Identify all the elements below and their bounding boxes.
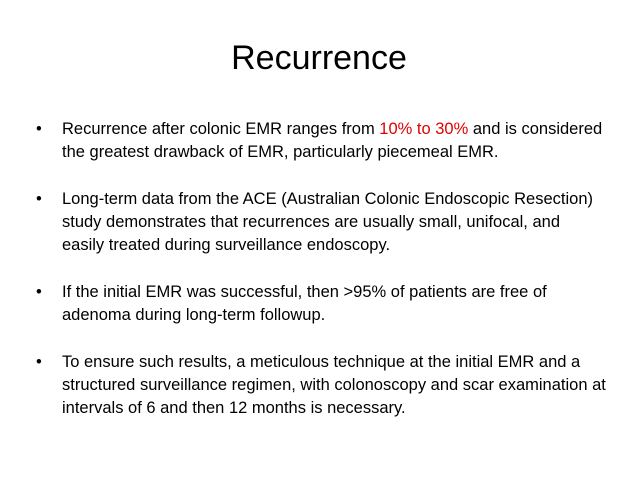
highlighted-range: 10% to 30% (379, 120, 469, 138)
bullet-text: Long-term data from the ACE (Australian Colonic Endoscopic Resection) study demonstrates that recurrences are usually small, unifocal, and easily treated during surveillance endoscopy. (62, 190, 594, 254)
bullet-item-success-rate (36, 281, 606, 327)
bullet-text: To ensure such results, a meticulous technique at the initial EMR and a structured surveillance regimen, with colonoscopy and scar examination at intervals of 6 and then 12 months is necessary. (62, 353, 606, 417)
bullet-dot-icon: • (36, 283, 42, 301)
bullet-dot-icon: • (36, 120, 42, 138)
slide-title: Recurrence (231, 39, 407, 77)
bullet-item-ace-study (36, 188, 606, 257)
bullet-text: and is considered the greatest drawback of EMR, particularly piecemeal EMR. (62, 120, 603, 161)
bullet-item-surveillance (36, 351, 606, 420)
bullet-text: If the initial EMR was successful, then >95% of patients are free of adenoma during long-term followup. (62, 283, 547, 324)
bullet-text: Recurrence after colonic EMR ranges from (62, 120, 380, 138)
bullet-list (36, 118, 606, 420)
bullet-dot-icon: • (36, 190, 42, 208)
bullet-dot-icon: • (36, 353, 42, 371)
bullet-item-recurrence-rate (36, 118, 606, 164)
